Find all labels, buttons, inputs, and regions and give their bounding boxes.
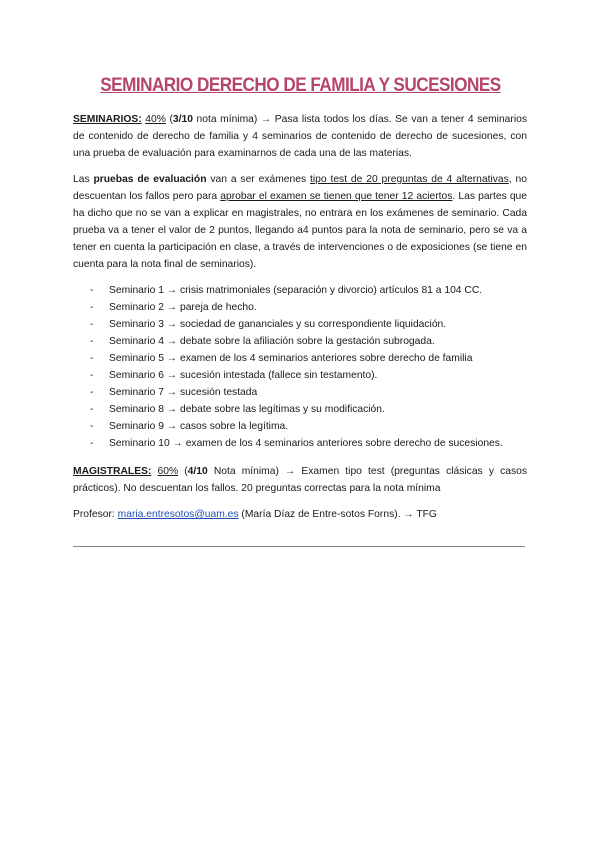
list-item <box>90 350 527 367</box>
seminarios-percent: 40% <box>145 114 166 125</box>
list-item-text: Seminario 5 → examen de los 4 seminarios anteriores sobre derecho de familia <box>109 353 473 364</box>
list-item-text: Seminario 3 → sociedad de gananciales y su correspondiente liquidación. <box>109 319 447 330</box>
evaluacion-underline2: aprobar el examen se tienen que tener 12 aciertos <box>220 191 453 202</box>
list-dash: - <box>90 421 94 432</box>
list-item <box>90 333 527 350</box>
evaluacion-bold: pruebas de evaluación <box>93 174 207 185</box>
seminarios-min-grade: 3/10 <box>172 114 193 125</box>
list-item <box>90 435 527 452</box>
seminarios-open-paren: ( <box>165 114 173 125</box>
list-item <box>90 418 527 435</box>
evaluacion-intro: Las <box>73 174 94 185</box>
profesor-label: Profesor: <box>73 509 118 520</box>
list-item <box>90 401 527 418</box>
document-page <box>73 74 527 523</box>
list-dash: - <box>90 353 94 364</box>
seminarios-paragraph <box>73 111 527 162</box>
evaluacion-underline1: tipo test de 20 preguntas de 4 alternativas <box>309 174 509 185</box>
seminarios-text: nota mínima) → Pasa lista todos los días. Se van a tener 4 seminarios de contenido de derecho de familia y 4 seminarios de contenido de derecho de sucesiones, con una prueba de evaluación para examinarnos de cada una de las materias. <box>73 114 527 159</box>
list-item-text: Seminario 4 → debate sobre la afiliación sobre la gestación subrogada. <box>109 336 435 347</box>
evaluacion-paragraph <box>73 171 527 273</box>
list-item-text: Seminario 9 → casos sobre la legítima. <box>109 421 289 432</box>
profesor-name: (María Díaz de Entre-sotos Forns). → TFG <box>238 509 437 520</box>
list-dash: - <box>90 404 94 415</box>
list-dash: - <box>90 319 94 330</box>
evaluacion-text1: van a ser exámenes <box>206 174 310 185</box>
magistrales-text: Nota mínima) → Examen tipo test (preguntas clásicas y casos prácticos). No descuentan los fallos. 20 preguntas correctas para la nota mínima <box>73 466 527 494</box>
magistrales-min-grade: 4/10 <box>187 466 208 477</box>
list-dash: - <box>90 370 94 381</box>
list-item <box>90 384 527 401</box>
profesor-paragraph <box>73 506 527 523</box>
magistrales-open-paren: ( <box>178 466 188 477</box>
list-dash: - <box>90 387 94 398</box>
list-item <box>90 282 527 299</box>
list-item-text: Seminario 2 → pareja de hecho. <box>109 302 257 313</box>
list-dash: - <box>90 285 94 296</box>
list-item-text: Seminario 7 → sucesión testada <box>109 387 258 398</box>
evaluacion-text3: . Las partes que ha dicho que no se van a explicar en magistrales, no entrara en los exámenes de seminario. Cada prueba va a tener el valor de 2 puntos, llegando a4 puntos para la nota de seminario, pero se va a tener en cuenta la participación en clase, a través de intervenciones o de exposiciones (se tiene en cuenta para la nota final de seminarios). <box>73 191 528 270</box>
magistrales-percent: 60% <box>157 466 179 477</box>
list-item-text: Seminario 8 → debate sobre las legítimas y su modificación. <box>109 404 385 415</box>
seminarios-label: SEMINARIOS: <box>73 114 142 125</box>
list-item-text: Seminario 10 → examen de los 4 seminarios anteriores sobre derecho de sucesiones. <box>109 438 503 449</box>
page-title: SEMINARIO DERECHO DE FAMILIA Y SUCESIONES <box>100 74 501 96</box>
horizontal-divider <box>73 546 525 547</box>
list-dash: - <box>90 302 94 313</box>
list-item <box>90 299 527 316</box>
magistrales-paragraph <box>73 463 527 497</box>
list-dash: - <box>90 438 94 449</box>
evaluacion-text2: , no descuentan los fallos pero para <box>73 174 527 202</box>
list-item <box>90 367 527 384</box>
seminar-list <box>73 282 527 452</box>
list-item <box>90 316 527 333</box>
list-dash: - <box>90 336 94 347</box>
profesor-email-link[interactable]: maria.entresotos@uam.es <box>117 509 239 520</box>
magistrales-label: MAGISTRALES: <box>73 466 152 477</box>
list-item-text: Seminario 6 → sucesión intestada (fallece sin testamento). <box>109 370 378 381</box>
list-item-text: Seminario 1 → crisis matrimoniales (separación y divorcio) artículos 81 a 104 CC. <box>109 285 483 296</box>
